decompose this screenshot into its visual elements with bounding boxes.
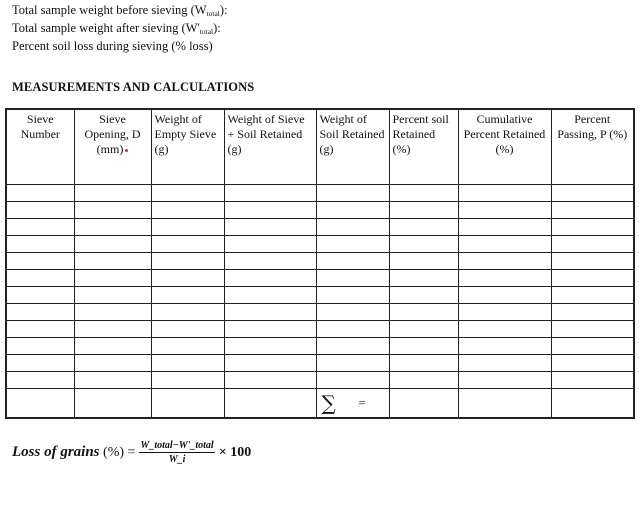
table-cell[interactable]	[389, 337, 458, 354]
section-heading: MEASUREMENTS AND CALCULATIONS	[12, 80, 255, 94]
table-cell[interactable]	[224, 371, 316, 388]
table-row	[6, 269, 634, 286]
table-cell[interactable]	[389, 269, 458, 286]
table-cell[interactable]	[458, 269, 551, 286]
formula-multiplier: × 100	[218, 444, 252, 460]
table-cell[interactable]	[224, 337, 316, 354]
table-cell[interactable]	[74, 371, 151, 388]
table-cell[interactable]	[551, 337, 634, 354]
table-cell[interactable]	[74, 303, 151, 320]
table-cell[interactable]	[551, 371, 634, 388]
table-cell[interactable]	[551, 184, 634, 201]
sum-cell-empty	[6, 388, 74, 418]
table-cell[interactable]	[74, 218, 151, 235]
table-cell[interactable]	[151, 286, 224, 303]
intro-block	[12, 3, 228, 54]
table-cell[interactable]	[6, 235, 74, 252]
table-cell[interactable]	[389, 303, 458, 320]
table-cell[interactable]	[6, 371, 74, 388]
table-cell[interactable]	[6, 218, 74, 235]
table-cell[interactable]	[224, 320, 316, 337]
formula-label: Loss of grains	[12, 444, 100, 460]
table-cell[interactable]	[458, 286, 551, 303]
header-sieve-number: Sieve Number	[6, 109, 74, 184]
table-cell[interactable]	[74, 354, 151, 371]
table-cell[interactable]	[551, 286, 634, 303]
table-cell[interactable]	[551, 252, 634, 269]
table-cell[interactable]	[151, 218, 224, 235]
measurement-table	[5, 108, 635, 419]
table-cell[interactable]	[551, 354, 634, 371]
table-cell[interactable]	[74, 184, 151, 201]
table-cell[interactable]	[224, 218, 316, 235]
table-cell[interactable]	[551, 320, 634, 337]
header-empty-sieve-weight: Weight of Empty Sieve (g)	[151, 109, 224, 184]
table-cell[interactable]	[389, 252, 458, 269]
table-cell[interactable]	[551, 218, 634, 235]
table-cell[interactable]	[151, 235, 224, 252]
header-percent-retained: Percent soil Retained (%)	[389, 109, 458, 184]
table-cell[interactable]	[224, 286, 316, 303]
formula-denominator: W_i	[168, 454, 186, 465]
table-cell[interactable]	[551, 235, 634, 252]
table-row	[6, 354, 634, 371]
table-cell[interactable]	[458, 371, 551, 388]
table-cell[interactable]	[458, 235, 551, 252]
table-cell[interactable]	[6, 337, 74, 354]
equals-sign: =	[358, 394, 366, 410]
table-row	[6, 218, 634, 235]
table-cell[interactable]	[151, 354, 224, 371]
table-cell[interactable]	[316, 201, 389, 218]
header-soil-retained-weight: Weight of Soil Retained (g)	[316, 109, 389, 184]
table-cell[interactable]	[316, 184, 389, 201]
table-cell[interactable]	[551, 303, 634, 320]
table-cell[interactable]	[389, 286, 458, 303]
table-cell[interactable]	[74, 269, 151, 286]
table-cell[interactable]	[458, 320, 551, 337]
table-cell[interactable]	[6, 201, 74, 218]
table-cell[interactable]	[458, 303, 551, 320]
table-cell[interactable]	[316, 371, 389, 388]
table-cell[interactable]	[389, 201, 458, 218]
table-cell[interactable]	[458, 252, 551, 269]
table-cell[interactable]	[74, 252, 151, 269]
table-row	[6, 337, 634, 354]
header-sieve-opening: Sieve Opening, D (mm)	[74, 109, 151, 184]
total-weight-after-line: Total sample weight after sieving $(W'_{total})$:	[12, 21, 221, 36]
table-cell[interactable]	[74, 286, 151, 303]
sigma-symbol: ∑	[321, 390, 336, 415]
table-row	[6, 201, 634, 218]
sum-cell-empty	[151, 388, 224, 418]
table-cell[interactable]	[6, 320, 74, 337]
table-cell[interactable]	[224, 354, 316, 371]
table-cell[interactable]	[6, 286, 74, 303]
table-cell[interactable]	[458, 201, 551, 218]
table-cell[interactable]	[316, 337, 389, 354]
table-cell[interactable]	[74, 320, 151, 337]
table-cell[interactable]	[389, 371, 458, 388]
table-cell[interactable]	[74, 235, 151, 252]
marker-dot	[125, 149, 128, 152]
table-cell[interactable]	[151, 371, 224, 388]
sum-total-cell[interactable]	[316, 388, 389, 418]
table-cell[interactable]	[316, 303, 389, 320]
sum-cell-empty	[389, 388, 458, 418]
table-row	[6, 371, 634, 388]
table-cell[interactable]	[151, 320, 224, 337]
table-cell[interactable]	[224, 184, 316, 201]
table-cell[interactable]	[6, 354, 74, 371]
formula-numerator: W_total−W'_total	[140, 440, 214, 451]
loss-formula	[12, 440, 251, 465]
table-row	[6, 303, 634, 320]
table-cell[interactable]	[458, 354, 551, 371]
table-cell[interactable]	[316, 218, 389, 235]
table-cell[interactable]	[151, 269, 224, 286]
table-cell[interactable]	[389, 320, 458, 337]
total-weight-before-line: Total sample weight before sieving $(W_{total})$:	[12, 3, 228, 18]
table-cell[interactable]	[224, 235, 316, 252]
table-row	[6, 235, 634, 252]
table-cell[interactable]	[6, 252, 74, 269]
table-cell[interactable]	[151, 184, 224, 201]
table-cell[interactable]	[6, 303, 74, 320]
table-cell[interactable]	[224, 269, 316, 286]
table-cell[interactable]	[224, 252, 316, 269]
table-cell[interactable]	[389, 235, 458, 252]
sum-cell-empty	[224, 388, 316, 418]
table-cell[interactable]	[151, 252, 224, 269]
table-cell[interactable]	[389, 354, 458, 371]
table-cell[interactable]	[6, 269, 74, 286]
table-row	[6, 184, 634, 201]
sum-cell-empty	[458, 388, 551, 418]
table-cell[interactable]	[74, 201, 151, 218]
table-cell[interactable]	[316, 354, 389, 371]
table-cell[interactable]	[151, 201, 224, 218]
sum-cell-empty	[551, 388, 634, 418]
table-cell[interactable]	[224, 201, 316, 218]
table-cell[interactable]	[151, 303, 224, 320]
table-cell[interactable]	[551, 269, 634, 286]
table-cell[interactable]	[316, 235, 389, 252]
sum-cell-empty	[74, 388, 151, 418]
table-cell[interactable]	[316, 252, 389, 269]
table-cell[interactable]	[458, 337, 551, 354]
header-row	[6, 109, 634, 184]
table-cell[interactable]	[316, 320, 389, 337]
formula-fraction	[139, 440, 214, 465]
table-cell[interactable]	[389, 184, 458, 201]
header-sieve-soil-weight: Weight of Sieve + Soil Retained (g)	[224, 109, 316, 184]
table-row	[6, 320, 634, 337]
table-cell[interactable]	[458, 218, 551, 235]
table-cell[interactable]	[458, 184, 551, 201]
table-row	[6, 286, 634, 303]
table-row	[6, 252, 634, 269]
formula-unit: (%) =	[103, 444, 136, 460]
table-cell[interactable]	[316, 269, 389, 286]
table-cell[interactable]	[6, 184, 74, 201]
table-cell[interactable]	[151, 337, 224, 354]
table-cell[interactable]	[316, 286, 389, 303]
table-cell[interactable]	[224, 303, 316, 320]
table-cell[interactable]	[74, 337, 151, 354]
header-percent-passing: Percent Passing, P (%)	[551, 109, 634, 184]
table-cell[interactable]	[551, 201, 634, 218]
table-cell[interactable]	[389, 218, 458, 235]
header-cumulative-retained: Cumulative Percent Retained (%)	[458, 109, 551, 184]
percent-loss-line: Percent soil loss during sieving (% loss)	[12, 39, 213, 53]
sum-row	[6, 388, 634, 418]
